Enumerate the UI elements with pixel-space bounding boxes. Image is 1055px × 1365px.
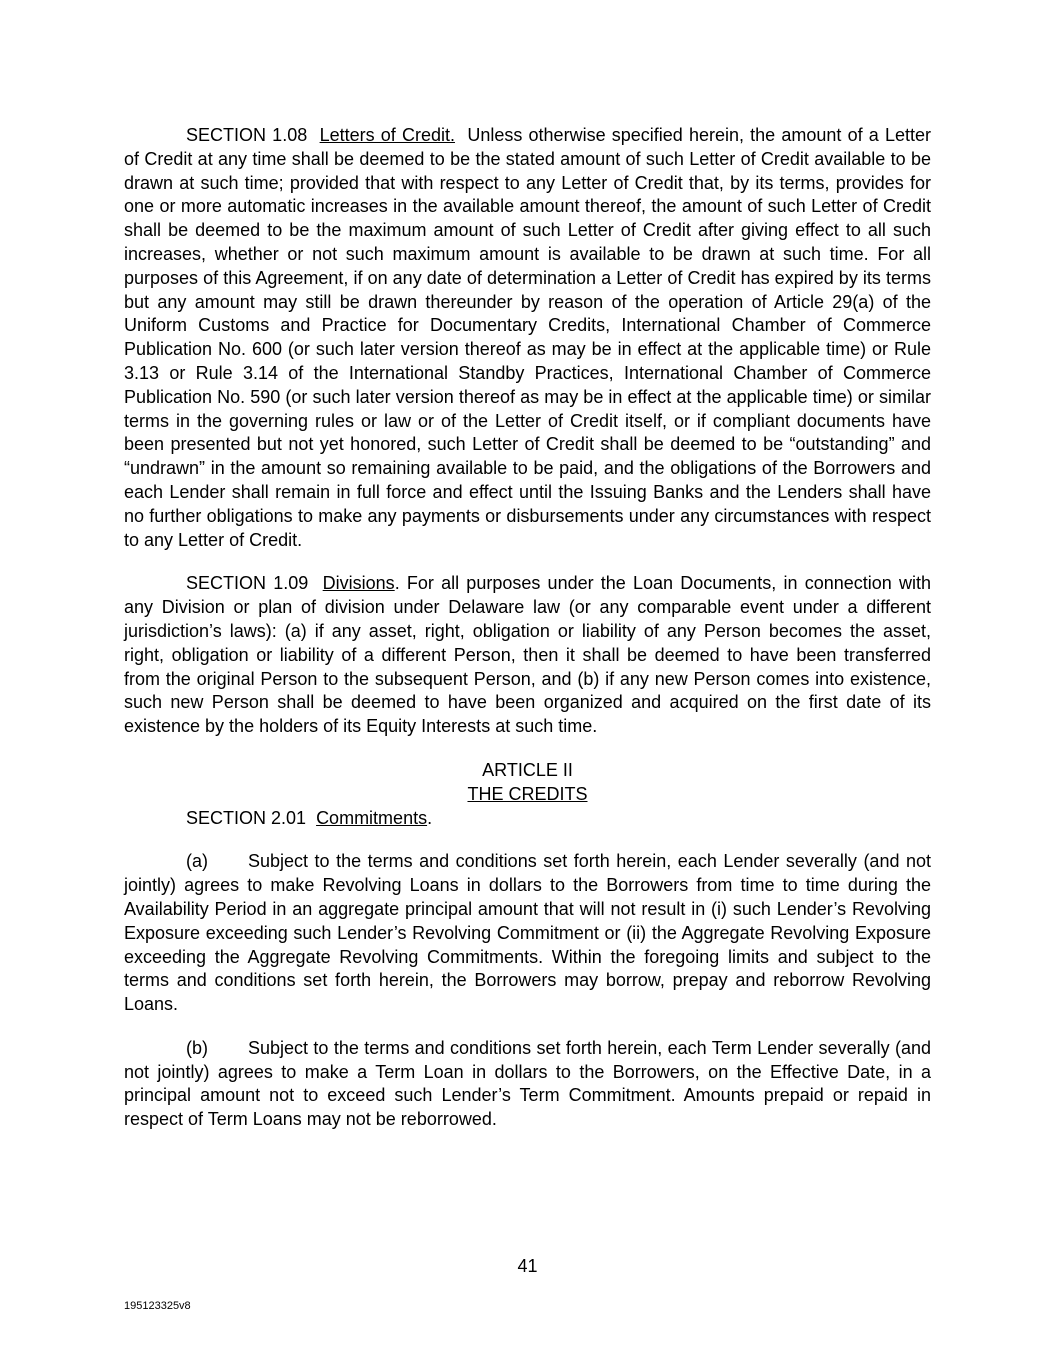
clause-b-label: (b) [186,1037,208,1058]
section-2-01-title: Commitments [316,807,428,828]
section-2-01-suffix: . [427,807,433,828]
section-1-09-title: Divisions [322,573,395,594]
section-1-09-number: SECTION 1.09 [186,573,309,594]
section-1-08-number: SECTION 1.08 [186,125,308,145]
article-heading [124,759,931,807]
article-title: THE CREDITS [467,783,588,804]
section-2-01-b-paragraph [124,1037,931,1132]
article-label: ARTICLE II [482,759,573,780]
clause-b-text: Subject to the terms and conditions set forth herein, each Term Lender severally (and not jointly) agrees to make a Term Loan in dollars to the Borrowers, on the Effective Date, in a principal amount not to exceed such Lender’s Term Commitment. Amounts prepaid or repaid in respect of Term Loans may not be reborrowed. [124,1037,931,1130]
page-number: 41 [517,1256,538,1276]
section-1-08-title: Letters of Credit. [319,125,455,145]
document-id: 195123325v8 [124,1300,191,1312]
section-1-09-text: . For all purposes under the Loan Documents, in connection with any Division or plan of division under Delaware law (or any comparable event under a different jurisdiction’s laws): (a) if any asset, right, obligation or liability of any Person becomes the asset, right, obligation or liability of a different Person, then it shall be deemed to have been transferred from the original Person to the subsequent Person, and (b) if any new Person comes into existence, such new Person shall be deemed to have been organized and acquired on the first date of its existence by the holders of its Equity Interests at such time. [124,573,931,737]
section-1-08-paragraph [124,124,931,552]
document-page [124,124,931,1132]
section-2-01-number: SECTION 2.01 [186,807,307,828]
clause-a-label: (a) [186,851,208,872]
section-1-09-paragraph [124,572,931,739]
clause-a-text: Subject to the terms and conditions set forth herein, each Lender severally (and not jointly) agrees to make Revolving Loans in dollars to the Borrowers from time to time during the Availability Period in an aggregate principal amount that will not result in (i) such Lender’s Revolving Exposure exceeding such Lender’s Revolving Commitment or (ii) the Aggregate Revolving Exposure exceeding the Aggregate Revolving Commitments. Within the foregoing limits and subject to the terms and conditions set forth herein, the Borrowers may borrow, prepay and reborrow Revolving Loans. [124,851,931,1015]
section-2-01-a-paragraph [124,850,931,1017]
section-1-08-text: Unless otherwise specified herein, the amount of a Letter of Credit at any time shall be deemed to be the stated amount of such Letter of Credit available to be drawn at such time; provided that with respect to any Letter of Credit that, by its terms, provides for one or more automatic increases in the available amount thereof, the amount of such Letter of Credit shall be deemed to be the maximum amount of such Letter of Credit after giving effect to all such increases, whether or not such maximum amount is available to be drawn at such time. For all purposes of this Agreement, if on any date of determination a Letter of Credit has expired by its terms but any amount may still be drawn thereunder by reason of the operation of Article 29(a) of the Uniform Customs and Practice for Documentary Credits, International Chamber of Commerce Publication No. 600 (or such later version thereof as may be in effect at the applicable time) or Rule 3.13 or Rule 3.14 of the International Standby Practices, International Chamber of Commerce Publication No. 590 (or such later version thereof as may be in effect at the applicable time) or similar terms in the governing rules or law or of the Letter of Credit itself, or if compliant documents have been presented but not yet honored, such Letter of Credit shall be deemed to be “outstanding” and “undrawn” in the amount so remaining available to be paid, and the obligations of the Borrowers and each Lender shall remain in full force and effect until the Issuing Banks and the Lenders shall have no further obligations to make any payments or disbursements under any circumstances with respect to any Letter of Credit. [124,125,931,550]
section-2-01-heading [124,807,931,831]
